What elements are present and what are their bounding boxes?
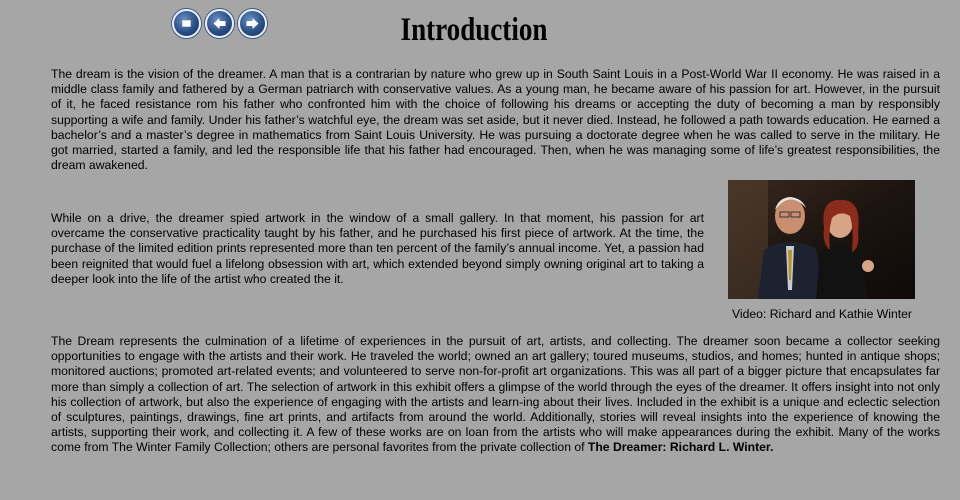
video-thumbnail[interactable] [728, 180, 915, 299]
dreamer-name: The Dreamer: Richard L. Winter. [587, 440, 774, 455]
intro-paragraph-3 [51, 334, 940, 456]
intro-paragraph-2: While on a drive, the dreamer spied artwork in the window of a small gallery. In that moment, his passion for art overcame the conservative practicality taught by his father, and he purchased his first piece of artwork. At the time, the purchase of the limited edition prints represented more than ten percent of the family’s annual income. Yet, a passion had been reignited that would fuel a lifelong obsession with art, which extended beyond simply owning original art to taking a deeper look into the life of the artist who created the it. [51, 211, 704, 286]
couple-photo-image [728, 180, 915, 299]
intro-paragraph-1: The dream is the vision of the dreamer. A man that is a contrarian by nature who grew up in South Saint Louis in a Post-World War II economy. He was raised in a middle class family and fathered by a German patriarch with conservative values. As a young man, he became aware of his passion for art. However, in the pursuit of it, he faced resistance rom his father who confronted him with the choice of following his dreams or accepting the duty of becoming a man by responsibly supporting a wife and family. Under his father’s watchful eye, the dream was set aside, but it never died. Instead, he followed a path towards education. He earned a bachelor’s and a master’s degree in mathematics from Saint Louis University. He was pursuing a doctorate degree when he was called to serve in the military. He got married, started a family, and led the responsible life that his father had encouraged. Then, when he was managing some of life’s greatest responsibilities, the dream awakened. [51, 67, 940, 173]
page-title: Introduction [400, 12, 548, 48]
paragraph-3-text: The Dream represents the culmination of a lifetime of experiences in the pursuit of art, artists, and collecting. The dreamer soon became a collector seeking opportunities to engage with the artists and their work. He traveled the world; owned an art gallery; toured museums, studios, and homes; hunted in antique shops; monitored auctions; promoted art-related events; and volunteered to serve non-for-profit art organizations. This was all part of a bigger picture that encapsulates far more than simply a collection of art. The selection of artwork in this exhibit offers a glimpse of the world through the eyes of the dreamer. It offers insight into not only his collection of artwork, but also the experience of engaging with the artists and learn-ing about their lives. Included in the exhibit is a unique and eclectic selection of sculptures, paintings, drawings, fine art prints, and artifacts from around the world. Additionally, stories will reveal insights into the experience of knowing the artists, supporting their work, and collecting it. A few of these works are on loan from the artists who will make appearances during the exhibit. Many of the works come from The Winter Family Collection; others are personal favorites from the private collection of [51, 334, 940, 455]
video-caption: Video: Richard and Kathie Winter [732, 307, 912, 321]
